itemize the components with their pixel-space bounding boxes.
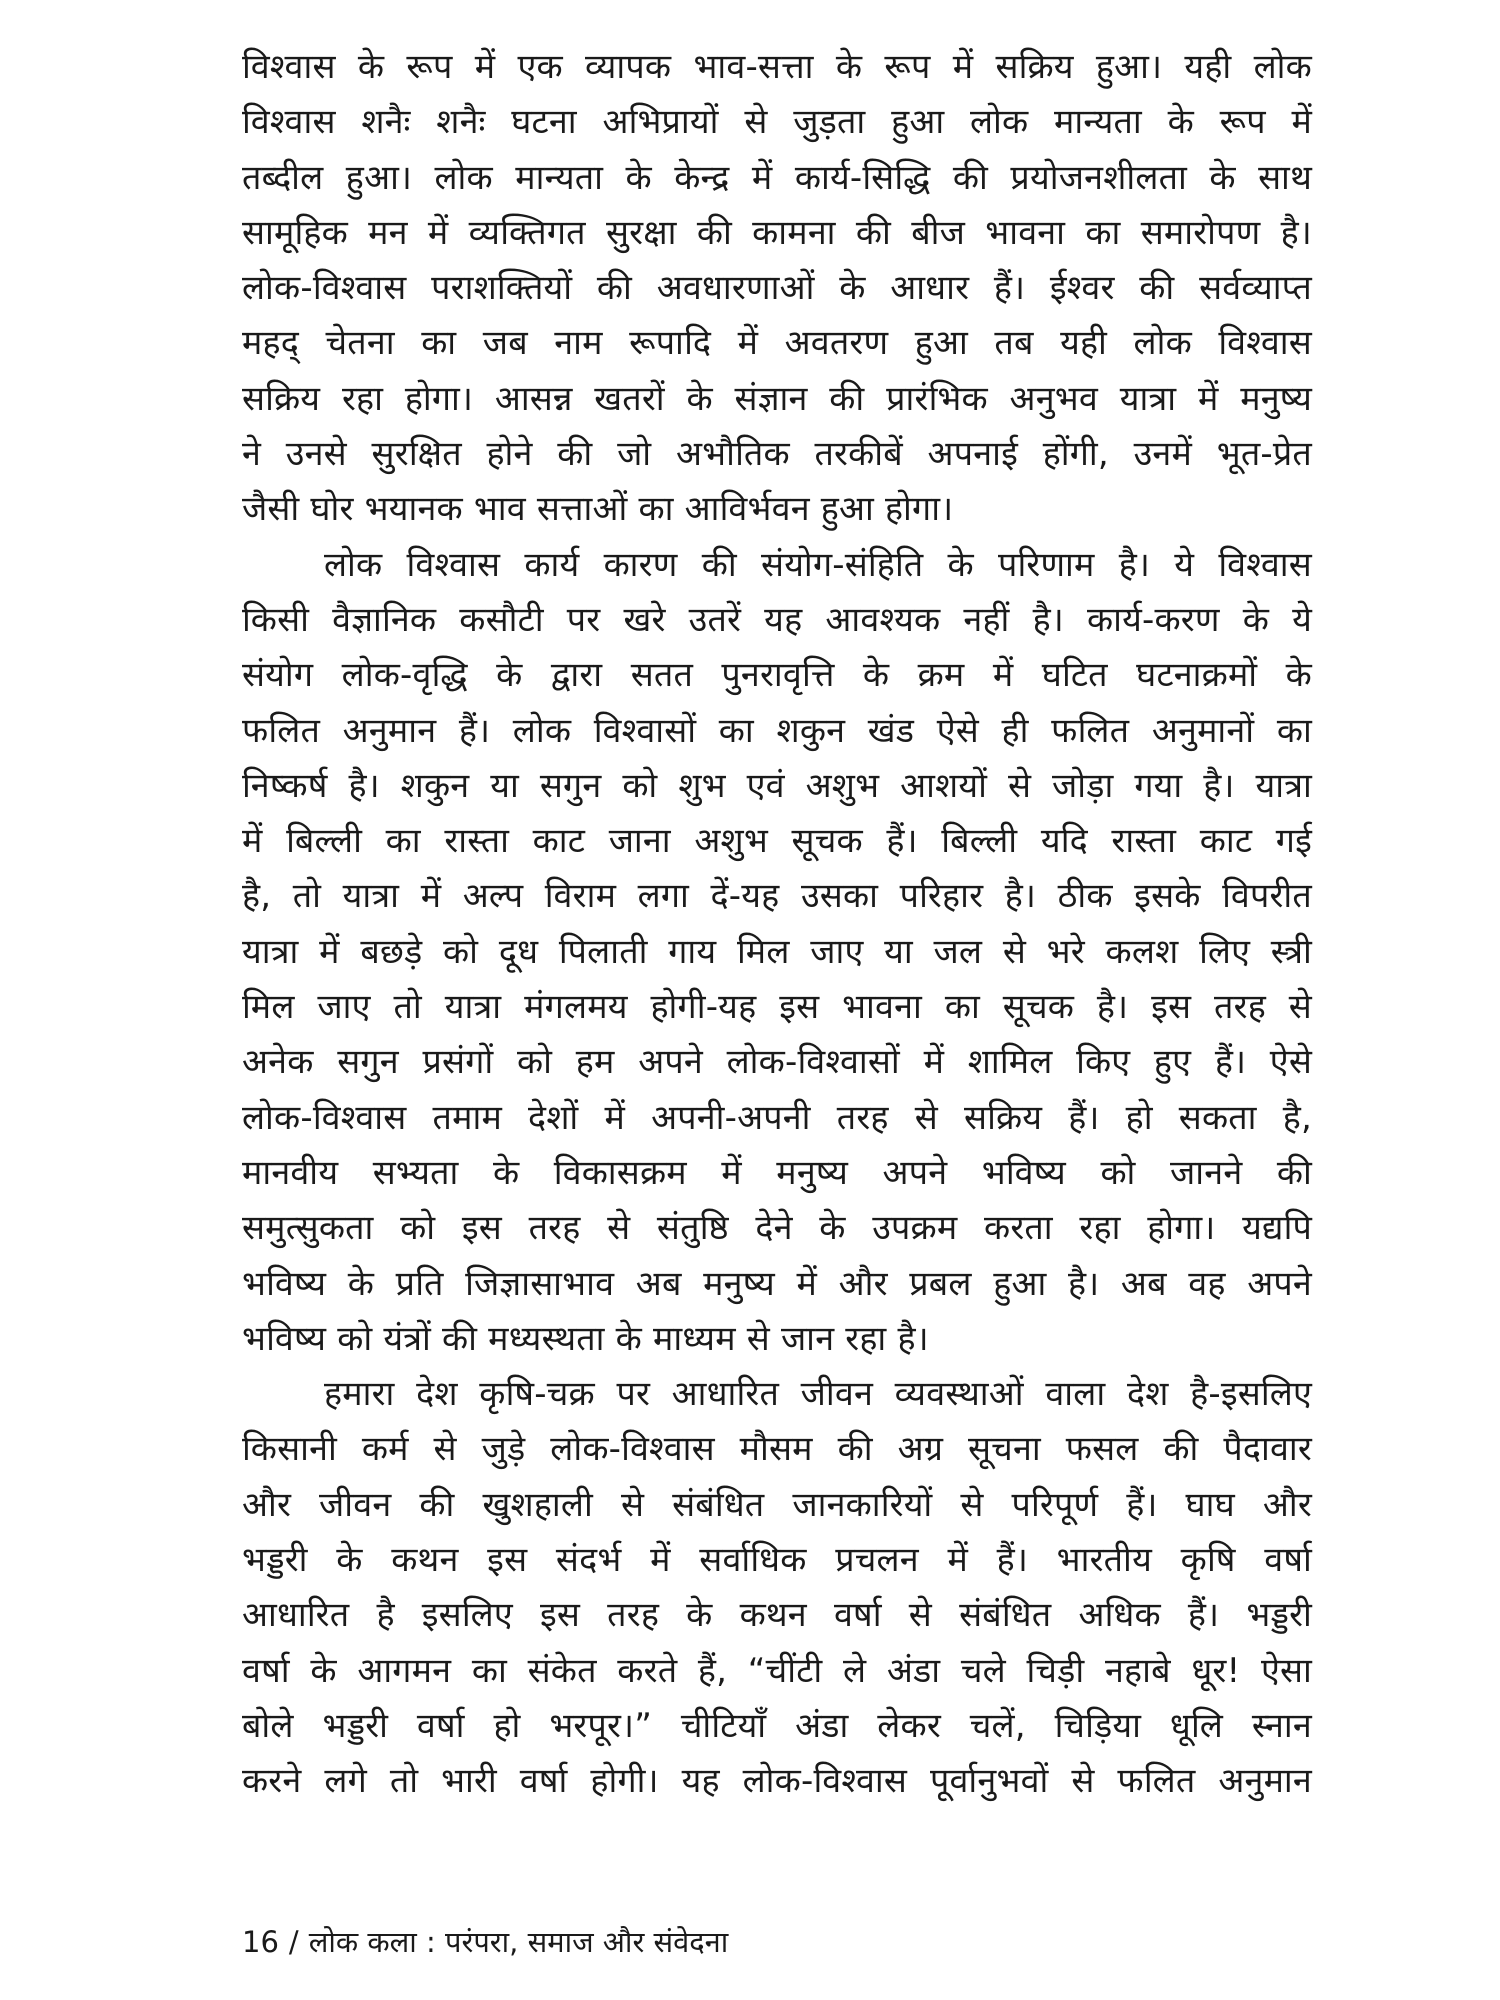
text-line: वर्षा के आगमन का संकेत करते हैं, “चींटी ले अंडा चले चिड़ी नहाबे धूर! ऐसा [242,1650,1312,1691]
text-line: लोक विश्वास कार्य कारण की संयोग-संहिति के परिणाम है। ये विश्वास [324,544,1312,585]
text-line: अनेक सगुन प्रसंगों को हम अपने लोक-विश्वासों में शामिल किए हुए हैं। ऐसे [242,1042,1312,1083]
text-line: करने लगे तो भारी वर्षा होगी। यह लोक-विश्वास पूर्वानुभवों से फलित अनुमान [242,1761,1312,1802]
text-line: सामूहिक मन में व्यक्तिगत सुरक्षा की कामना की बीज भावना का समारोपण है। [242,212,1312,253]
paragraph-2 [242,538,1312,1367]
text-line: लोक-विश्वास पराशक्तियों की अवधारणाओं के आधार हैं। ईश्वर की सर्वव्याप्त [242,268,1312,309]
text-line: महद् चेतना का जब नाम रूपादि में अवतरण हुआ तब यही लोक विश्वास [242,323,1312,364]
paragraph-1 [242,40,1312,538]
paragraph-3 [242,1367,1312,1809]
text-line: है, तो यात्रा में अल्प विराम लगा दें-यह उसका परिहार है। ठीक इसके विपरीत [242,876,1312,917]
text-line: विश्वास के रूप में एक व्यापक भाव-सत्ता के रूप में सक्रिय हुआ। यही लोक [242,47,1312,87]
text-line: जैसी घोर भयानक भाव सत्ताओं का आविर्भवन हुआ होगा। [242,489,954,530]
text-line: मानवीय सभ्यता के विकासक्रम में मनुष्य अपने भविष्य को जानने की [242,1152,1312,1193]
text-line: विश्वास शनैः शनैः घटना अभिप्रायों से जुड़ता हुआ लोक मान्यता के रूप में [242,102,1312,143]
text-line: हमारा देश कृषि-चक्र पर आधारित जीवन व्यवस्थाओं वाला देश है-इसलिए [324,1374,1312,1415]
text-line: मिल जाए तो यात्रा मंगलमय होगी-यह इस भावना का सूचक है। इस तरह से [242,987,1312,1028]
page-body [242,40,1312,1810]
text-line: सक्रिय रहा होगा। आसन्न खतरों के संज्ञान की प्रारंभिक अनुभव यात्रा में मनुष्य [242,378,1312,419]
text-line: संयोग लोक-वृद्धि के द्वारा सतत पुनरावृत्ति के क्रम में घटित घटनाक्रमों के [242,655,1312,696]
text-line: निष्कर्ष है। शकुन या सगुन को शुभ एवं अशुभ आशयों से जोड़ा गया है। यात्रा [242,765,1312,806]
page-number: 16 [242,1925,279,1959]
text-line: तब्दील हुआ। लोक मान्यता के केन्द्र में कार्य-सिद्धि की प्रयोजनशीलता के साथ [242,157,1312,198]
text-line: बोले भड्डरी वर्षा हो भरपूर।” चीटियाँ अंडा लेकर चलें, चिड़िया धूलि स्नान [242,1705,1312,1746]
text-line: भविष्य को यंत्रों की मध्यस्थता के माध्यम से जान रहा है। [242,1318,929,1359]
text-line: समुत्सुकता को इस तरह से संतुष्ठि देने के उपक्रम करता रहा होगा। यद्यपि [242,1208,1312,1249]
page-footer [242,1922,728,1962]
text-line: लोक-विश्वास तमाम देशों में अपनी-अपनी तरह से सक्रिय हैं। हो सकता है, [242,1097,1312,1138]
text-line: किसानी कर्म से जुड़े लोक-विश्वास मौसम की अग्र सूचना फसल की पैदावार [242,1429,1312,1470]
text-line: और जीवन की खुशहाली से संबंधित जानकारियों से परिपूर्ण हैं। घाघ और [242,1484,1312,1525]
text-line: भविष्य के प्रति जिज्ञासाभाव अब मनुष्य में और प्रबल हुआ है। अब वह अपने [242,1263,1312,1304]
text-line: आधारित है इसलिए इस तरह के कथन वर्षा से संबंधित अधिक हैं। भड्डरी [242,1595,1312,1636]
text-line: में बिल्ली का रास्ता काट जाना अशुभ सूचक हैं। बिल्ली यदि रास्ता काट गई [242,821,1312,862]
text-line: किसी वैज्ञानिक कसौटी पर खरे उतरें यह आवश्यक नहीं है। कार्य-करण के ये [242,599,1312,640]
text-line: फलित अनुमान हैं। लोक विश्वासों का शकुन खंड ऐसे ही फलित अनुमानों का [242,710,1312,751]
footer-separator: / [288,1925,299,1959]
book-title: लोक कला : परंपरा, समाज और संवेदना [308,1925,729,1959]
text-line: भड्डरी के कथन इस संदर्भ में सर्वाधिक प्रचलन में हैं। भारतीय कृषि वर्षा [242,1540,1312,1581]
text-line: ने उनसे सुरक्षित होने की जो अभौतिक तरकीबें अपनाई होंगी, उनमें भूत-प्रेत [242,434,1312,475]
text-line: यात्रा में बछड़े को दूध पिलाती गाय मिल जाए या जल से भरे कलश लिए स्त्री [242,931,1312,972]
